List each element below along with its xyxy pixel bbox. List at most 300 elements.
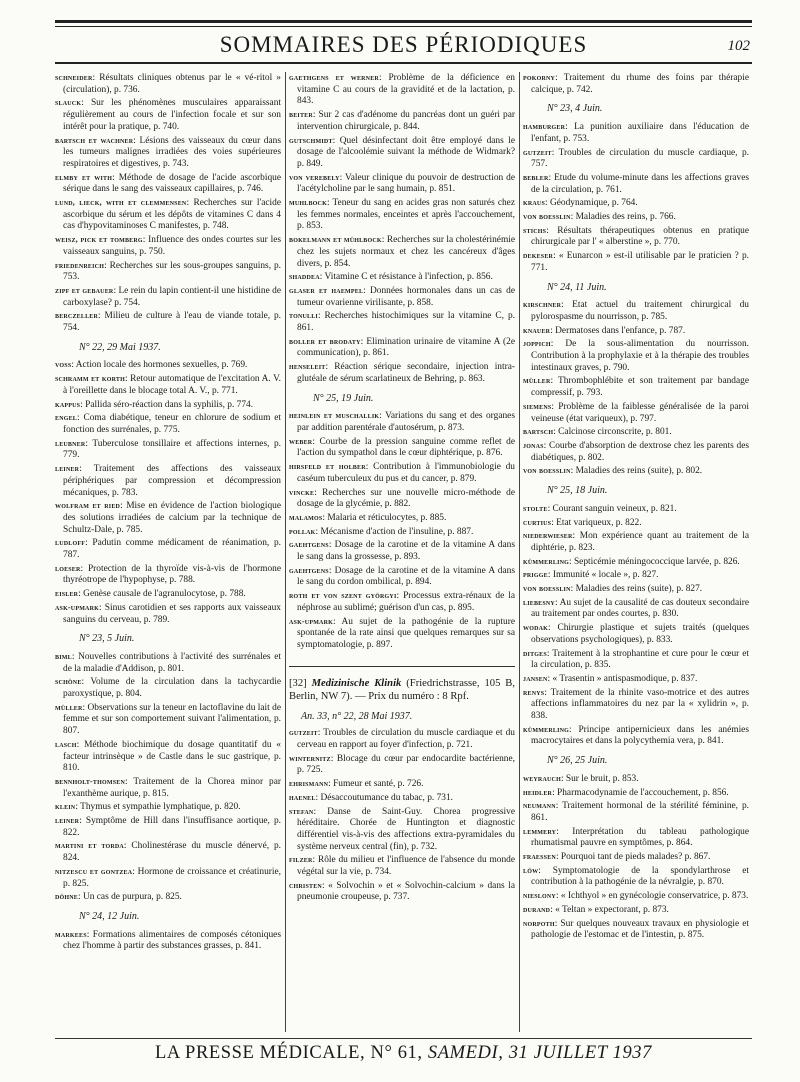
column-3 — [523, 72, 749, 1032]
entry-author: bokelmann et mühlbock — [289, 235, 382, 245]
entry-text: : Padutin comme médicament de réanimation, p. 787. — [63, 538, 281, 561]
top-thin-rule — [55, 26, 752, 27]
entry-author: ask-upmark — [289, 616, 333, 626]
entry-author: renys — [523, 687, 545, 697]
entry-text: : De la sous-alimentation du nourrisson. Contribution à la prophylaxie et à la thérapie des troubles intestinaux graves, p. 790. — [531, 339, 749, 373]
journal-number: [32] — [289, 677, 307, 689]
article-entry — [289, 616, 515, 652]
entry-text: : Traitement du rhume des foins par thérapie calcique, p. 742. — [531, 73, 749, 95]
entry-text: : Mécanisme d'action de l'insuline, p. 887. — [315, 526, 474, 537]
entry-text: : Traitement à la strophantine et cure pour le cœur et la circulation, p. 835. — [531, 648, 749, 671]
article-entry — [523, 787, 749, 800]
entry-text: : Action locale des hormones sexuelles, p. 769. — [71, 360, 248, 371]
entry-text: : Cholinestérase du muscle dénervé, p. 824. — [63, 841, 281, 864]
entry-author: von boesslin — [523, 584, 571, 594]
article-entry — [289, 806, 515, 854]
entry-author: slauck — [55, 98, 82, 108]
article-entry — [55, 739, 281, 775]
article-entry — [289, 792, 515, 805]
entry-text: : « Teltan » expectorant, p. 873. — [550, 904, 669, 915]
article-entry — [523, 375, 749, 399]
entry-text: : Pallida séro-réaction dans la syphilis, p. 774. — [80, 399, 254, 410]
entry-author: leiner — [55, 816, 80, 826]
article-entry — [523, 597, 749, 621]
page-footer — [55, 1043, 752, 1064]
article-entry — [523, 800, 749, 824]
issue-date-heading: N° 22, 29 Mai 1937. — [79, 341, 161, 353]
entry-author: leubner — [55, 438, 86, 448]
article-entry — [523, 904, 749, 917]
entry-text: : Contribution à l'immunobiologie du caséum tuberculeux du pus et du cancer, p. 879. — [297, 462, 515, 484]
entry-author: gutzeit — [523, 147, 552, 157]
entry-text: : Problème de la déficience en vitamine C au cours de la gravidité et de la lactation, p. 843. — [297, 73, 515, 107]
entry-author: norpoth — [523, 918, 555, 928]
entry-text: : Danse de Saint-Guy. Chorea progressive héréditaire. Chorée de Huntington et diagnostic différentiel vis-à-vis des affections extra-pyramidales du système nerveux central (fin), p. 732. — [297, 806, 515, 852]
article-entry — [55, 359, 281, 372]
entry-author: neumann — [523, 801, 556, 811]
article-entry — [55, 438, 281, 462]
entry-text: : Variations du sang et des organes par addition parentérale d'autosérum, p. 873. — [297, 411, 515, 433]
entry-text: : Nouvelles contributions à l'activité des surrénales et de la maladie d'Addison, p. 801. — [63, 651, 281, 674]
article-entry — [289, 72, 515, 108]
entry-author: hamburger — [523, 122, 566, 132]
entry-author: schneider — [55, 73, 93, 82]
issue-date-heading: N° 24, 12 Juin. — [79, 911, 140, 922]
article-entry — [289, 487, 515, 511]
entry-text: : Principe antipernicieux dans les anémies macrocytaires et dans la polycythemia vera, p. 841. — [531, 724, 749, 747]
entry-author: stichs — [523, 225, 547, 235]
article-entry — [55, 651, 281, 675]
entry-text: : « Eunarcon » est-il utilisable par le praticien ? p. 771. — [531, 251, 749, 273]
entry-author: malamos — [289, 512, 323, 522]
entry-text: : Hormone de croissance et créatinurie, p. 825. — [63, 866, 281, 889]
article-entry — [289, 436, 515, 460]
article-entry — [55, 234, 281, 258]
entry-text: : Processus extra-rénaux de la néphrose au sublimé; guérison d'un cas, p. 895. — [297, 591, 515, 613]
entry-text: : Calcinose circonscrite, p. 801. — [553, 427, 672, 438]
article-entry — [55, 172, 281, 196]
entry-text: : Pharmacodynamie de l'accouchement, p. 856. — [552, 787, 729, 798]
column-1 — [55, 72, 281, 1032]
entry-text: : Problème de la faiblesse généralisée de la paroi veineuse (état variqueux), p. 797. — [531, 401, 749, 424]
entry-author: martini et torda — [55, 841, 124, 851]
entry-author: kirschner — [523, 300, 562, 310]
header-rule — [55, 62, 752, 64]
entry-author: glaser et haempel — [289, 285, 364, 295]
issue-date-heading: N° 23, 4 Juin. — [547, 103, 603, 115]
entry-author: lasch — [55, 739, 77, 749]
page-number: 102 — [727, 38, 750, 54]
entry-text: : Maladies des reins (suite), p. 802. — [570, 466, 703, 477]
article-entry — [523, 687, 749, 723]
entry-author: dekeser — [523, 251, 554, 261]
article-entry — [523, 250, 749, 274]
article-entry — [289, 285, 515, 309]
entry-text: : Au sujet de la causalité de cas douteux secondaire au traitement par ondes courtes, p. 830. — [531, 597, 749, 620]
article-entry — [289, 135, 515, 171]
article-entry — [523, 773, 749, 786]
entry-text: : Recherches histochimiques sur la vitamine C, p. 861. — [297, 311, 515, 334]
article-entry — [523, 147, 749, 171]
entry-text: : « Trasentin » antispasmodique, p. 837. — [547, 673, 698, 684]
entry-text: : Troubles de circulation du muscle cardiaque et du cerveau en rapport au foyer d'infection, p. 721. — [297, 728, 515, 751]
entry-author: boller et brodaty — [289, 336, 361, 346]
entry-author: joppich — [523, 339, 551, 349]
article-entry — [523, 724, 749, 748]
entry-text: : Réaction sérique secondaire, injection intra-glutéale de sérum scarlatineux de Behring, p. 863. — [297, 362, 515, 384]
entry-author: curtius — [523, 517, 552, 527]
entry-author: stolte — [523, 503, 548, 513]
article-entry — [289, 410, 515, 434]
article-entry — [289, 880, 515, 904]
entry-author: heidler — [523, 787, 553, 797]
article-entry — [523, 225, 749, 249]
entry-author: gaehtgens — [289, 565, 329, 575]
article-entry — [523, 890, 749, 903]
article-entry — [289, 172, 515, 196]
article-entry — [523, 622, 749, 646]
article-entry — [523, 648, 749, 672]
article-entry — [289, 565, 515, 589]
entry-text: : Mise en évidence de l'action biologique des solutions irradiées de calcium par la technique de Schultz-Dale, p. 785. — [63, 501, 281, 535]
article-entry — [55, 588, 281, 601]
entry-text: : Thymus et sympathie lymphatique, p. 820. — [75, 802, 241, 813]
entry-author: lemmery — [523, 826, 557, 836]
entry-author: kappus — [55, 399, 81, 409]
article-entry — [523, 851, 749, 864]
entry-author: bartsch — [523, 427, 554, 437]
entry-text: : Genèse causale de l'agranulocytose, p. 788. — [78, 589, 246, 600]
article-entry — [55, 135, 281, 171]
footer-date: SAMEDI, 31 JUILLET 1937 — [427, 1043, 653, 1063]
entry-author: markees — [55, 929, 87, 939]
article-entry — [55, 866, 281, 890]
article-entry — [289, 361, 515, 385]
entry-text: : Courbe de la pression sanguine comme reflet de l'action du sympathol dans le cœur diphtérique, p. 876. — [297, 436, 515, 459]
entry-text: : Méthode de dosage de l'acide ascorbique sérique dans le sang des vaisseaux capillaires, p. 746. — [63, 172, 281, 195]
issue-date-heading: N° 24, 11 Juin. — [547, 281, 607, 293]
entry-text: : Tuberculose tonsillaire et affections internes, p. 779. — [63, 438, 281, 461]
entry-text: : Milieu de culture à l'eau de viande totale, p. 754. — [63, 311, 281, 334]
entry-author: muhlbock — [289, 198, 327, 208]
entry-author: von verebely — [289, 172, 340, 182]
footer-journal: LA PRESSE MÉDICALE, — [154, 1043, 366, 1063]
entry-author: kümmerling — [523, 724, 569, 734]
entry-text: : Un cas de purpura, p. 825. — [78, 892, 182, 903]
article-entry — [55, 310, 281, 334]
article-entry — [289, 778, 515, 791]
article-entry — [523, 673, 749, 686]
page-title: SOMMAIRES DES PÉRIODIQUES — [219, 32, 588, 57]
article-entry — [523, 121, 749, 145]
article-entry — [55, 602, 281, 626]
entry-text: : Courant sanguin veineux, p. 821. — [547, 503, 677, 514]
article-entry — [523, 826, 749, 850]
entry-author: beiter — [289, 110, 313, 120]
issue-date-heading: N° 25, 18 Juin. — [547, 485, 608, 497]
entry-text: : La punition auxiliaire dans l'éducation de l'enfant, p. 753. — [531, 122, 749, 144]
entry-text: : Protection de la thyroïde vis-à-vis de l'hormone thyréotrope de l'hypophyse, p. 788. — [63, 563, 281, 586]
entry-text: : Etude du volume-minute dans les affections graves de la circulation, p. 761. — [531, 172, 749, 195]
entry-text: : Traitement de la Chorea minor par l'exanthème aurique, p. 815. — [63, 776, 281, 799]
entry-text: : Désaccoutumance du tabac, p. 731. — [315, 792, 453, 803]
entry-author: wodak — [523, 623, 548, 633]
entry-text: : Septicémie méningococcique larvée, p. 826. — [569, 556, 740, 567]
entry-text: : Thrombophlébite et son traitement par bandage compressif, p. 793. — [531, 376, 749, 399]
entry-author: bebler — [523, 172, 549, 182]
entry-text: : Teneur du sang en acides gras non saturés chez les femmes normales, enceintes et après l'accouchement, p. 853. — [297, 198, 515, 232]
column-divider-1 — [285, 72, 286, 1032]
entry-author: von boesslin — [523, 466, 571, 476]
article-entry — [523, 197, 749, 210]
entry-text: : Traitement des affections des vaisseaux périphériques par compression et décompression mécaniques, p. 783. — [63, 464, 281, 498]
article-entry — [289, 590, 515, 614]
article-entry — [523, 426, 749, 439]
entry-author: roth et von szent györgyi — [289, 591, 397, 601]
entry-text: : Troubles de circulation du muscle cardiaque, p. 757. — [531, 147, 749, 170]
entry-text: : Chirurgie plastique et sujets traités (quelques observations psychologiques), p. 833. — [531, 623, 749, 645]
entry-text: : Immunité « locale », p. 827. — [547, 570, 659, 581]
entry-author: heinlein et muschallik — [289, 411, 380, 421]
entry-author: ask-upmark — [55, 602, 99, 612]
article-entry — [523, 530, 749, 554]
article-entry — [55, 702, 281, 738]
entry-author: haenel — [289, 792, 316, 802]
entry-author: prigge — [523, 570, 548, 580]
entry-author: gaehtgens — [289, 540, 329, 550]
article-entry — [523, 569, 749, 582]
entry-text: : Dermatoses dans l'enfance, p. 787. — [550, 325, 686, 336]
entry-author: nitzescu et gontzea — [55, 866, 133, 876]
entry-author: berczeller — [55, 311, 99, 321]
entry-author: schöne — [55, 677, 82, 687]
entry-text: : Quel désinfectant doit être employé dans le dosage de l'alcoolémie suivant la méthode de Widmark? p. 849. — [297, 135, 515, 169]
entry-author: filzer — [289, 855, 313, 865]
entry-text: : Symptôme de Hill dans l'insuffisance aortique, p. 822. — [63, 816, 281, 838]
article-entry — [523, 918, 749, 942]
issue-date-heading: N° 23, 5 Juin. — [79, 633, 135, 645]
article-entry — [55, 399, 281, 412]
article-entry — [55, 373, 281, 397]
entry-text: : Etat actuel du traitement chirurgical du pylorospasme du nourrisson, p. 785. — [531, 300, 749, 322]
article-entry — [55, 500, 281, 536]
article-entry — [55, 197, 281, 233]
entry-text: : Au sujet de la pathogénie de la rupture spontanée de la rate ainsi que quelques remarques sur sa symptomatologie, p. 897. — [297, 616, 515, 650]
entry-author: pollak — [289, 526, 316, 536]
entry-text: : Malaria et réticulocytes, p. 885. — [322, 512, 447, 523]
article-entry — [289, 197, 515, 233]
article-entry — [523, 556, 749, 569]
journal-heading — [289, 666, 515, 703]
entry-author: siemens — [523, 401, 552, 411]
entry-text: : Interprétation du tableau pathologique rhumatismal pauvre en symptômes, p. 864. — [531, 826, 749, 849]
entry-author: kümmerling — [523, 556, 569, 566]
entry-text: : Recherches sur les sous-groupes sanguins, p. 753. — [63, 260, 281, 283]
entry-text: : Retour automatique de l'excitation A. V. à l'oreillette dans le blocage total A. V., p. 771. — [63, 374, 281, 396]
entry-author: gutzeit — [289, 728, 318, 738]
footer-number: N° 61, — [370, 1043, 423, 1063]
entry-author: ludloff — [55, 538, 86, 548]
article-entry — [523, 72, 749, 96]
entry-author: löw — [523, 865, 539, 875]
footer-rule — [55, 1038, 752, 1039]
entry-author: lund, lieck, with et clemmensen — [55, 198, 187, 208]
entry-author: weisz, pick et tomberg — [55, 235, 143, 245]
article-entry — [55, 840, 281, 864]
entry-text: : Dosage de la carotine et de la vitamine A dans le sang du cordon ombilical, p. 894. — [297, 565, 515, 588]
article-entry — [55, 563, 281, 587]
entry-author: durand — [523, 904, 551, 914]
entry-text: : Mon expérience quant au traitement de la diphtérie, p. 823. — [531, 531, 749, 553]
entry-author: gaethgens et werner — [289, 73, 379, 82]
entry-text: : Fumeur et santé, p. 726. — [328, 779, 424, 790]
entry-author: von boesslin — [523, 212, 571, 222]
journal-info: (Friedrichstrasse, 105 B, Berlin, NW 7). — Prix du numéro : 8 Rpf. — [289, 677, 515, 702]
entry-text: : Traitement hormonal de la stérilité féminine, p. 861. — [531, 801, 749, 823]
article-entry — [289, 310, 515, 334]
entry-author: müller — [523, 376, 551, 386]
entry-text: : Le rein du lapin contient-il une histidine de carboxylase? p. 754. — [63, 285, 281, 308]
entry-author: liebesny — [523, 597, 555, 607]
entry-author: eisler — [55, 589, 79, 599]
entry-author: biml — [55, 651, 72, 661]
entry-author: tonulli — [289, 311, 318, 321]
page-header — [55, 30, 752, 62]
columns-container — [55, 72, 752, 1032]
article-entry — [55, 891, 281, 904]
article-entry — [289, 336, 515, 360]
entry-text: : Influence des ondes courtes sur les vaisseaux sanguins, p. 750. — [63, 235, 281, 257]
journal-name: Medizinische Klinik — [311, 677, 402, 689]
entry-text: : Rôle du milieu et l'influence de l'absence du monde végétal sur la vie, p. 734. — [297, 855, 515, 878]
article-entry — [55, 537, 281, 561]
article-entry — [55, 815, 281, 839]
entry-text: : Sur le bruit, p. 853. — [560, 773, 639, 784]
issue-date-heading: N° 25, 19 Juin. — [313, 392, 374, 404]
article-entry — [289, 461, 515, 485]
entry-author: jansen — [523, 673, 548, 683]
entry-text: : Données hormonales dans un cas de tumeur ovarienne virilisante, p. 858. — [297, 285, 515, 308]
entry-text: : Symptomatologie de la spondylarthrose et contribution à la pathogénie de la névralgie, p. 870. — [531, 865, 749, 888]
article-entry — [523, 211, 749, 224]
entry-text: : Sur les phénomènes musculaires apparaissant régulièrement au cours de l'infection focale et sur son intérêt pour la pratique, p. 740. — [63, 98, 281, 132]
article-entry — [523, 338, 749, 374]
entry-text: : « Ichthyol » en gynécologie conservatrice, p. 873. — [555, 891, 749, 902]
article-entry — [55, 463, 281, 499]
issue-date-heading: N° 26, 25 Juin. — [547, 755, 608, 767]
entry-text: : Maladies des reins (suite), p. 827. — [570, 584, 703, 595]
entry-text: : Recherches sur la cholestérinémie chez les sujets normaux et chez les cancéreux d'âges divers, p. 854. — [297, 235, 515, 269]
entry-text: : Vitamine C et résistance à l'infection, p. 856. — [319, 272, 493, 283]
article-entry — [55, 801, 281, 814]
article-entry — [55, 929, 281, 953]
entry-author: friedenreich — [55, 260, 105, 270]
entry-author: henseleit — [289, 362, 326, 372]
entry-author: bennholt-thomsen — [55, 776, 125, 786]
entry-author: niederwieser — [523, 531, 573, 541]
article-entry — [55, 260, 281, 284]
article-entry — [289, 526, 515, 539]
article-entry — [523, 865, 749, 889]
entry-author: vincke — [289, 487, 315, 497]
column-2 — [289, 72, 515, 1032]
article-entry — [55, 676, 281, 700]
entry-author: nieslony — [523, 891, 556, 901]
entry-author: weber — [289, 436, 313, 446]
article-entry — [289, 234, 515, 270]
entry-text: : Pourquoi tant de pieds malades? p. 867. — [555, 852, 711, 863]
article-entry — [289, 271, 515, 284]
article-entry — [523, 517, 749, 530]
entry-text: : Volume de la circulation dans la tachycardie paroxystique, p. 804. — [63, 677, 281, 700]
column-divider-2 — [519, 72, 520, 1032]
entry-text: : Courbe d'absorption de dextrose chez les parents des diabétiques, p. 802. — [531, 440, 749, 463]
issue-heading: An. 33, n° 22, 28 Mai 1937. — [301, 710, 413, 722]
article-entry — [523, 503, 749, 516]
entry-text: : « Solvochin » et « Solvochin-calcium » dans la pneumonie croupeuse, p. 737. — [297, 880, 515, 903]
entry-text: : Sinus carotidien et ses rapports aux vaisseaux sanguins du cerveau, p. 789. — [63, 602, 281, 625]
article-entry — [523, 325, 749, 338]
entry-text: : Formations alimentaires de composés cétoniques chez l'homme à partir des substances grasses, p. 841. — [63, 929, 281, 952]
entry-author: winternitz — [289, 753, 331, 763]
entry-author: engel — [55, 413, 78, 423]
article-entry — [523, 299, 749, 323]
article-entry — [289, 727, 515, 751]
article-entry — [289, 753, 515, 777]
article-entry — [289, 109, 515, 133]
article-entry — [523, 465, 749, 478]
entry-text: : Sur quelques nouveaux travaux en physiologie et pathologie de l'estomac et de l'intestin, p. 875. — [531, 918, 749, 941]
article-entry — [523, 401, 749, 425]
article-entry — [523, 172, 749, 196]
entry-text: : Résultats cliniques obtenus par le « vé-ritol » (circulation), p. 736. — [63, 73, 281, 95]
entry-author: leiner — [55, 464, 80, 474]
entry-text: : Méthode biochimique du dosage quantitatif du « facteur intrinsèque » de Castle dans le suc gastrique, p. 810. — [63, 739, 281, 774]
entry-text: : Coma diabétique, teneur en chlorure de sodium et fonction des surrénales, p. 775. — [63, 413, 281, 435]
entry-author: müller — [55, 702, 83, 712]
article-entry — [55, 285, 281, 309]
article-entry — [523, 583, 749, 596]
entry-author: gutschmidt — [289, 135, 333, 145]
entry-author: ehrismann — [289, 779, 329, 789]
entry-author: hirsfeld et holber — [289, 462, 366, 472]
entry-text: : Recherches sur l'acide ascorbique du sérum et les dépôts de vitamines C dans 4 cas d'hypovitaminoses C manifestes, p. 748. — [63, 198, 281, 232]
entry-author: jonas — [523, 440, 544, 450]
entry-text: : Sur 2 cas d'adénome du pancréas dont un guéri par intervention chirurgicale, p. 844. — [297, 110, 515, 132]
article-entry — [55, 776, 281, 800]
entry-text: : Valeur clinique du pouvoir de destruction de l'acétylcholine par le sang humain, p. 851. — [297, 172, 515, 195]
entry-author: loeser — [55, 563, 81, 573]
entry-author: weyrauch — [523, 773, 561, 783]
entry-author: döhne — [55, 892, 79, 902]
entry-author: bartsch et wachner — [55, 135, 134, 145]
entry-author: voss — [55, 360, 72, 370]
entry-text: : Blocage du cœur par endocardite bactérienne, p. 725. — [297, 753, 515, 776]
entry-author: wolfram et ried — [55, 501, 121, 511]
entry-author: kraus — [523, 198, 546, 208]
entry-text: : Recherches sur une nouvelle micro-méthode de dosage de la glycémie, p. 882. — [297, 487, 515, 510]
entry-text: : Dosage de la carotine et de la vitamine A dans le sang dans la grossesse, p. 893. — [297, 540, 515, 563]
article-entry — [289, 854, 515, 878]
entry-text: : Géodynamique, p. 764. — [545, 198, 638, 209]
article-entry — [55, 412, 281, 436]
entry-author: elmby et with — [55, 172, 113, 182]
article-entry — [523, 440, 749, 464]
article-entry — [289, 539, 515, 563]
top-double-rule — [55, 20, 752, 23]
article-entry — [55, 72, 281, 96]
entry-text: : Etat variqueux, p. 822. — [551, 517, 642, 528]
